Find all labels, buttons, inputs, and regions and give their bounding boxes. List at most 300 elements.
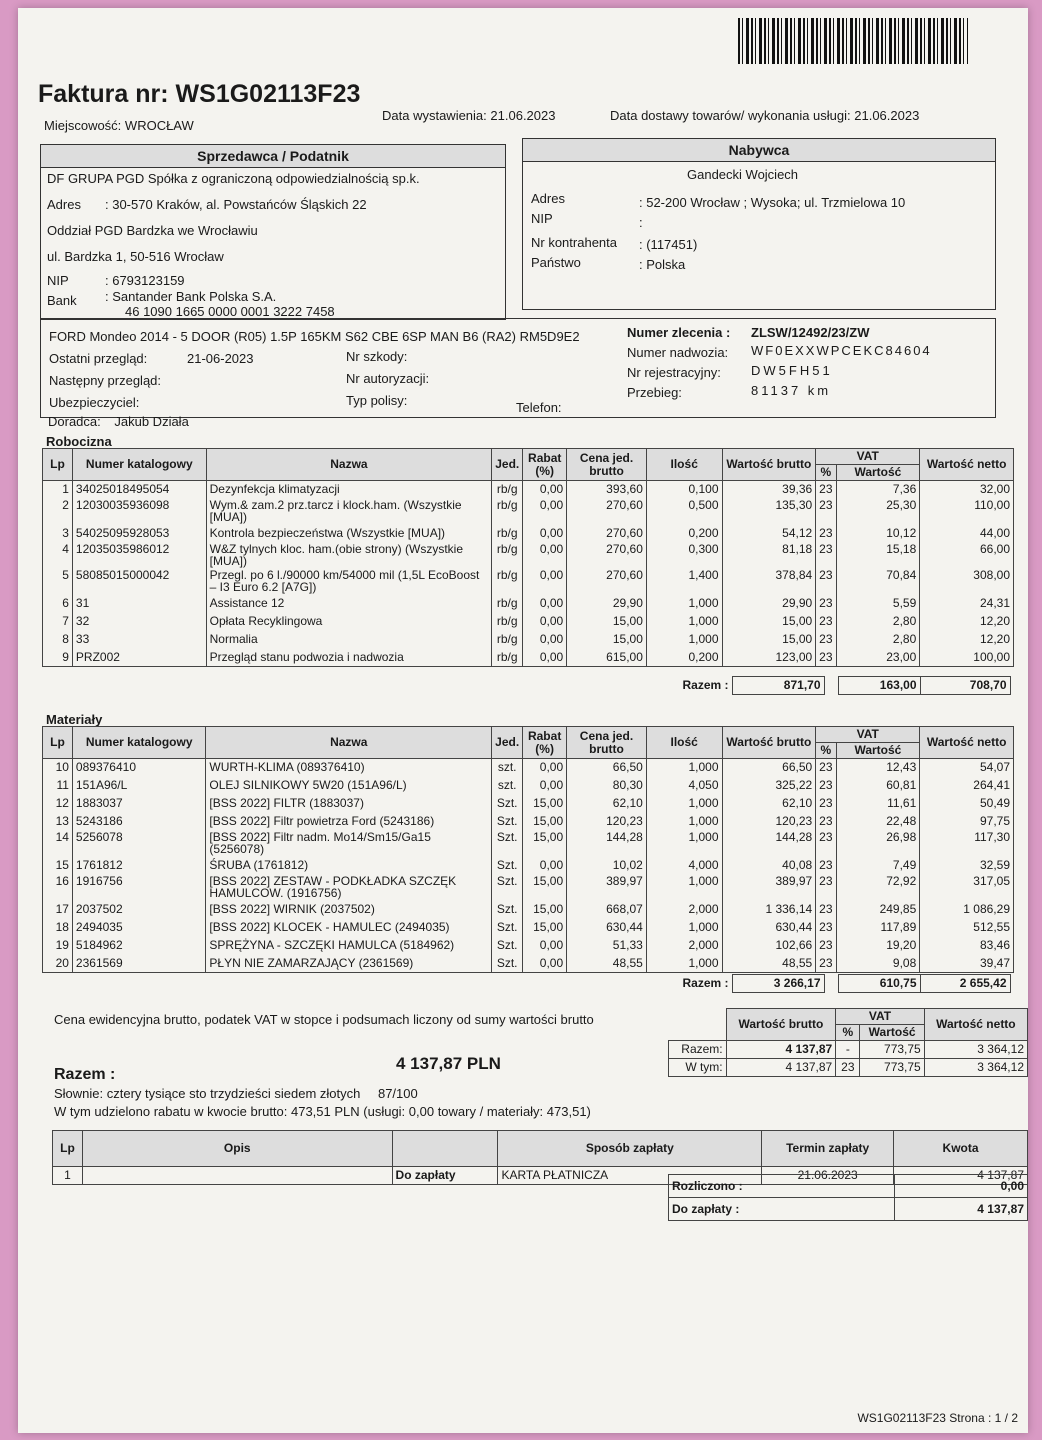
vin-label: Numer nadwozia: <box>627 345 729 360</box>
cell-gross: 389,97 <box>722 875 816 901</box>
pay-col-lp: Lp <box>53 1131 83 1167</box>
cell-vat-pct: 23 <box>816 613 836 631</box>
table-row <box>43 831 1014 857</box>
cell-unit: Szt. <box>492 919 523 937</box>
table-row <box>43 595 1014 613</box>
cell-discount: 0,00 <box>523 777 567 795</box>
cell-unit: rb/g <box>492 543 523 569</box>
cell-lp: 18 <box>43 919 73 937</box>
table-row <box>43 649 1014 667</box>
pay-lp: 1 <box>53 1167 83 1185</box>
pay-col-desc: Opis <box>82 1131 392 1167</box>
col-lp: Lp <box>43 727 73 759</box>
cell-qty: 1,400 <box>646 569 722 595</box>
delivery-date <box>610 108 919 123</box>
labor-sum <box>492 676 1011 695</box>
discount-note: W tym udzielono rabatu w kwocie brutto: 473,51 PLN (usługi: 0,00 towary / materiały: 473,51) <box>54 1104 591 1119</box>
city <box>44 118 194 133</box>
cell-name: Normalia <box>206 631 492 649</box>
cell-qty: 1,000 <box>646 813 722 831</box>
cell-qty: 0,500 <box>646 499 722 525</box>
buyer-nip: : <box>639 215 643 230</box>
cell-vat-pct: 23 <box>816 569 836 595</box>
cell-price: 270,60 <box>567 543 647 569</box>
to-pay-value: 4 137,87 <box>895 1198 1028 1221</box>
cell-price: 630,44 <box>567 919 647 937</box>
delivery-date-label: Data dostawy towarów/ wykonania usługi: <box>610 108 851 123</box>
cell-gross: 66,50 <box>722 759 816 777</box>
cell-price: 29,90 <box>567 595 647 613</box>
cell-catalog: 31 <box>72 595 206 613</box>
materials-sum-vat: 610,75 <box>838 975 920 993</box>
cell-price: 51,33 <box>567 937 647 955</box>
cell-vat-value: 2,80 <box>836 613 920 631</box>
cell-vat-pct: 23 <box>816 759 836 777</box>
cell-gross: 54,12 <box>722 525 816 543</box>
sum-r2-pct: 23 <box>836 1059 860 1077</box>
table-row <box>43 795 1014 813</box>
materials-sum-net: 2 655,42 <box>920 975 1010 993</box>
cell-price: 270,60 <box>567 569 647 595</box>
cell-lp: 2 <box>43 499 73 525</box>
cell-qty: 4,000 <box>646 857 722 875</box>
seller-addr-label: Adres <box>47 197 81 212</box>
pay-amount: 4 137,87 <box>894 1167 1028 1185</box>
cell-discount: 0,00 <box>523 631 567 649</box>
cell-discount: 0,00 <box>523 613 567 631</box>
cell-name: Wym.& zam.2 prz.tarcz i klock.ham. (Wszystkie [MUA]) <box>206 499 492 525</box>
vat-note: Cena ewidencyjna brutto, podatek VAT w stopce i podsumach liczony od sumy wartości brutto <box>54 1012 594 1027</box>
cell-lp: 11 <box>43 777 73 795</box>
buyer-addr: : 52-200 Wrocław ; Wysoka; ul. Trzmielowa 10 <box>639 195 906 210</box>
seller-box <box>40 144 506 320</box>
cell-gross: 123,00 <box>722 649 816 667</box>
table-row <box>43 759 1014 777</box>
vehicle-model: FORD Mondeo 2014 - 5 DOOR (R05) 1.5P 165KM S62 CBE 6SP MAN B6 (RA2) RM5D9E2 <box>49 329 580 344</box>
cell-lp: 9 <box>43 649 73 667</box>
buyer-country-label: Państwo <box>531 255 581 270</box>
cell-vat-value: 10,12 <box>836 525 920 543</box>
barcode <box>738 18 968 64</box>
policy-type-label: Typ polisy: <box>346 393 408 408</box>
cell-qty: 1,000 <box>646 595 722 613</box>
cell-vat-pct: 23 <box>816 631 836 649</box>
cell-vat-pct: 23 <box>816 595 836 613</box>
registration-label: Nr rejestracyjny: <box>627 365 721 380</box>
seller-account: 46 1090 1665 0000 0001 3222 7458 <box>125 304 335 319</box>
cell-unit: Szt. <box>492 831 523 857</box>
sum-col-gross: Wartość brutto <box>726 1009 836 1041</box>
seller-branch: Oddział PGD Bardzka we Wrocławiu <box>47 223 258 238</box>
cell-name: Kontrola bezpieczeństwa (Wszystkie [MUA]) <box>206 525 492 543</box>
cell-catalog: 32 <box>72 613 206 631</box>
issue-date-label: Data wystawienia: <box>382 108 487 123</box>
table-row <box>43 631 1014 649</box>
table-row <box>43 543 1014 569</box>
cell-discount: 0,00 <box>523 759 567 777</box>
cell-vat-value: 11,61 <box>836 795 920 813</box>
labor-sum-vat: 163,00 <box>838 677 920 695</box>
seller-addr: : 30-570 Kraków, al. Powstańców Śląskich 22 <box>105 197 367 212</box>
cell-qty: 4,050 <box>646 777 722 795</box>
col-gross: Wartość brutto <box>722 449 816 481</box>
table-row <box>43 481 1014 499</box>
last-inspection-value: 21-06-2023 <box>187 351 254 366</box>
issue-date-value: 21.06.2023 <box>490 108 556 123</box>
col-vat-value: Wartość <box>836 465 920 481</box>
cell-gross: 81,18 <box>722 543 816 569</box>
cell-qty: 1,000 <box>646 831 722 857</box>
pay-method: KARTA PŁATNICZA <box>498 1167 762 1185</box>
cell-gross: 29,90 <box>722 595 816 613</box>
cell-discount: 0,00 <box>523 857 567 875</box>
col-vat-pct: % <box>816 465 836 481</box>
labor-sum-net: 708,70 <box>920 677 1010 695</box>
cell-vat-value: 7,49 <box>836 857 920 875</box>
sum-r2-label: W tym: <box>669 1059 727 1077</box>
advisor-value: Jakub Działa <box>114 414 189 429</box>
cell-net: 32,00 <box>920 481 1014 499</box>
cell-lp: 12 <box>43 795 73 813</box>
materials-section-title: Materiały <box>46 712 103 727</box>
cell-net: 264,41 <box>920 777 1014 795</box>
seller-bank: : Santander Bank Polska S.A. <box>105 289 277 304</box>
buyer-name: Gandecki Wojciech <box>687 167 799 182</box>
mileage-label: Przebieg: <box>627 385 682 400</box>
cell-unit: rb/g <box>492 649 523 667</box>
cell-vat-pct: 23 <box>816 481 836 499</box>
cell-net: 317,05 <box>920 875 1014 901</box>
sum-r1-label: Razem: <box>669 1041 727 1059</box>
cell-catalog: 089376410 <box>72 759 206 777</box>
phone-label: Telefon: <box>516 400 562 415</box>
cell-discount: 0,00 <box>523 481 567 499</box>
cell-catalog: PRZ002 <box>72 649 206 667</box>
cell-name: [BSS 2022] KLOCEK - HAMULEC (2494035) <box>206 919 492 937</box>
cell-price: 15,00 <box>567 613 647 631</box>
cell-unit: szt. <box>492 759 523 777</box>
cell-gross: 15,00 <box>722 631 816 649</box>
cell-lp: 19 <box>43 937 73 955</box>
cell-gross: 15,00 <box>722 613 816 631</box>
cell-lp: 8 <box>43 631 73 649</box>
cell-discount: 0,00 <box>523 543 567 569</box>
next-inspection-label: Następny przegląd: <box>49 373 162 388</box>
cell-unit: rb/g <box>492 481 523 499</box>
cell-name: [BSS 2022] Filtr nadm. Mo14/Sm15/Ga15 (5256078) <box>206 831 492 857</box>
pay-term: 21.06.2023 <box>762 1167 894 1185</box>
cell-qty: 0,200 <box>646 649 722 667</box>
materials-sum <box>492 974 1011 993</box>
col-discount: Rabat (%) <box>523 727 567 759</box>
cell-net: 24,31 <box>920 595 1014 613</box>
insurer-label: Ubezpieczyciel: <box>49 395 140 410</box>
cell-catalog: 12030035936098 <box>72 499 206 525</box>
cell-name: [BSS 2022] ZESTAW - PODKŁADKA SZCZĘK HAMULCOW. (1916756) <box>206 875 492 901</box>
vin-value: WF0EXXWPCEKC84604 <box>751 343 932 358</box>
cell-name: [BSS 2022] FILTR (1883037) <box>206 795 492 813</box>
seller-name: DF GRUPA PGD Spółka z ograniczoną odpowiedzialnością sp.k. <box>47 171 420 186</box>
cell-name: SPRĘŻYNA - SZCZĘKI HAMULCA (5184962) <box>206 937 492 955</box>
labor-sum-gross: 871,70 <box>732 677 824 695</box>
cell-unit: Szt. <box>492 901 523 919</box>
cell-catalog: 5243186 <box>72 813 206 831</box>
invoice-page <box>18 8 1028 1433</box>
page-footer: WS1G02113F23 Strona : 1 / 2 <box>857 1411 1018 1425</box>
col-name: Nazwa <box>206 727 492 759</box>
buyer-contractor-label: Nr kontrahenta <box>531 235 617 250</box>
labor-rows <box>43 481 1014 667</box>
table-row <box>43 901 1014 919</box>
vat-summary-detail-row <box>669 1059 1028 1077</box>
cell-vat-value: 22,48 <box>836 813 920 831</box>
seller-nip-label: NIP <box>47 273 69 288</box>
materials-sum-gross: 3 266,17 <box>732 975 824 993</box>
table-row <box>43 569 1014 595</box>
invoice-title <box>38 80 360 109</box>
cell-qty: 0,300 <box>646 543 722 569</box>
cell-vat-pct: 23 <box>816 875 836 901</box>
cell-vat-pct: 23 <box>816 777 836 795</box>
cell-qty: 1,000 <box>646 955 722 973</box>
words-label: Słownie: <box>54 1086 104 1101</box>
cell-vat-value: 70,84 <box>836 569 920 595</box>
sum-col-net: Wartość netto <box>924 1009 1027 1041</box>
cell-lp: 3 <box>43 525 73 543</box>
invoice-number: WS1G02113F23 <box>175 80 361 108</box>
cell-vat-pct: 23 <box>816 649 836 667</box>
cell-gross: 325,22 <box>722 777 816 795</box>
materials-table <box>42 726 1014 973</box>
cell-catalog: 58085015000042 <box>72 569 206 595</box>
cell-catalog: 33 <box>72 631 206 649</box>
cell-vat-pct: 23 <box>816 919 836 937</box>
vat-summary-total-row <box>669 1041 1028 1059</box>
cell-vat-value: 60,81 <box>836 777 920 795</box>
cell-vat-value: 12,43 <box>836 759 920 777</box>
cell-lp: 15 <box>43 857 73 875</box>
sum-r1-net: 3 364,12 <box>924 1041 1027 1059</box>
cell-price: 393,60 <box>567 481 647 499</box>
cell-catalog: 1883037 <box>72 795 206 813</box>
cell-unit: Szt. <box>492 813 523 831</box>
cell-qty: 1,000 <box>646 919 722 937</box>
cell-net: 1 086,29 <box>920 901 1014 919</box>
cell-lp: 4 <box>43 543 73 569</box>
cell-net: 512,55 <box>920 919 1014 937</box>
materials-header-row <box>43 727 1014 743</box>
cell-lp: 10 <box>43 759 73 777</box>
cell-vat-value: 15,18 <box>836 543 920 569</box>
cell-vat-value: 5,59 <box>836 595 920 613</box>
cell-catalog: 151A96/L <box>72 777 206 795</box>
cell-net: 117,30 <box>920 831 1014 857</box>
cell-price: 270,60 <box>567 499 647 525</box>
cell-net: 54,07 <box>920 759 1014 777</box>
buyer-country: : Polska <box>639 257 686 272</box>
cell-vat-pct: 23 <box>816 857 836 875</box>
cell-qty: 1,000 <box>646 759 722 777</box>
cell-price: 144,28 <box>567 831 647 857</box>
cell-lp: 13 <box>43 813 73 831</box>
cell-vat-value: 25,30 <box>836 499 920 525</box>
cell-gross: 378,84 <box>722 569 816 595</box>
cell-lp: 1 <box>43 481 73 499</box>
advisor <box>48 414 189 429</box>
cell-vat-pct: 23 <box>816 937 836 955</box>
cell-net: 97,75 <box>920 813 1014 831</box>
order-value: ZLSW/12492/23/ZW <box>751 325 870 340</box>
cell-price: 120,23 <box>567 813 647 831</box>
col-catalog: Numer katalogowy <box>72 449 206 481</box>
buyer-box <box>522 138 996 310</box>
cell-net: 100,00 <box>920 649 1014 667</box>
cell-price: 80,30 <box>567 777 647 795</box>
cell-vat-value: 117,89 <box>836 919 920 937</box>
cell-catalog: 2361569 <box>72 955 206 973</box>
cell-vat-pct: 23 <box>816 901 836 919</box>
sum-r2-net: 3 364,12 <box>924 1059 1027 1077</box>
table-row <box>43 919 1014 937</box>
cell-discount: 15,00 <box>523 919 567 937</box>
words-fraction: 87/100 <box>377 1086 418 1101</box>
cell-net: 39,47 <box>920 955 1014 973</box>
cell-name: Przegląd stanu podwozia i nadwozia <box>206 649 492 667</box>
cell-unit: rb/g <box>492 595 523 613</box>
total-value: 4 137,87 PLN <box>396 1054 501 1073</box>
cell-price: 66,50 <box>567 759 647 777</box>
seller-branch-addr: ul. Bardzka 1, 50-516 Wrocław <box>47 249 224 264</box>
sum-col-pct: % <box>836 1025 860 1041</box>
table-row <box>43 955 1014 973</box>
cell-lp: 5 <box>43 569 73 595</box>
cell-unit: rb/g <box>492 613 523 631</box>
cell-vat-value: 72,92 <box>836 875 920 901</box>
cell-vat-pct: 23 <box>816 795 836 813</box>
cell-discount: 0,00 <box>523 649 567 667</box>
cell-vat-pct: 23 <box>816 955 836 973</box>
col-qty: Ilość <box>646 727 722 759</box>
cell-name: Przegl. po 6 l./90000 km/54000 mil (1,5L EcoBoost – I3 Euro 6.2 [A7G]) <box>206 569 492 595</box>
advisor-label: Doradca: <box>48 414 101 429</box>
cell-gross: 630,44 <box>722 919 816 937</box>
cell-lp: 17 <box>43 901 73 919</box>
cell-net: 308,00 <box>920 569 1014 595</box>
cell-net: 83,46 <box>920 937 1014 955</box>
cell-discount: 0,00 <box>523 569 567 595</box>
sum-r1-vat: 773,75 <box>860 1041 924 1059</box>
cell-qty: 2,000 <box>646 901 722 919</box>
pay-col-method: Sposób zapłaty <box>498 1131 762 1167</box>
col-gross: Wartość brutto <box>722 727 816 759</box>
cell-discount: 15,00 <box>523 901 567 919</box>
cell-qty: 1,000 <box>646 875 722 901</box>
settlement-table <box>668 1174 1028 1221</box>
col-qty: Ilość <box>646 449 722 481</box>
cell-vat-pct: 23 <box>816 813 836 831</box>
col-net: Wartość netto <box>920 727 1014 759</box>
col-lp: Lp <box>43 449 73 481</box>
cell-discount: 15,00 <box>523 831 567 857</box>
damage-no-label: Nr szkody: <box>346 349 408 364</box>
cell-net: 32,59 <box>920 857 1014 875</box>
cell-vat-value: 249,85 <box>836 901 920 919</box>
buyer-nip-label: NIP <box>531 211 553 226</box>
col-vat-value: Wartość <box>836 743 920 759</box>
cell-lp: 7 <box>43 613 73 631</box>
cell-vat-pct: 23 <box>816 831 836 857</box>
cell-net: 12,20 <box>920 631 1014 649</box>
cell-gross: 120,23 <box>722 813 816 831</box>
cell-catalog: 1916756 <box>72 875 206 901</box>
col-price: Cena jed. brutto <box>567 727 647 759</box>
cell-unit: Szt. <box>492 795 523 813</box>
table-row <box>43 499 1014 525</box>
cell-name: [BSS 2022] WIRNIK (2037502) <box>206 901 492 919</box>
col-vat: VAT <box>816 449 920 465</box>
invoice-title-label: Faktura nr: <box>38 80 169 108</box>
delivery-date-value: 21.06.2023 <box>854 108 920 123</box>
cell-unit: rb/g <box>492 525 523 543</box>
cell-catalog: 34025018495054 <box>72 481 206 499</box>
materials-sum-label: Razem : <box>682 975 729 990</box>
authorization-label: Nr autoryzacji: <box>346 371 430 386</box>
pay-col-term: Termin zapłaty <box>762 1131 894 1167</box>
cell-unit: Szt. <box>492 875 523 901</box>
cell-gross: 39,36 <box>722 481 816 499</box>
table-row <box>43 777 1014 795</box>
cell-name: Assistance 12 <box>206 595 492 613</box>
cell-net: 110,00 <box>920 499 1014 525</box>
buyer-addr-label: Adres <box>531 191 565 206</box>
settled-value: 0,00 <box>895 1175 1028 1198</box>
cell-name: W&Z tylnych kloc. ham.(obie strony) (Wszystkie [MUA]) <box>206 543 492 569</box>
mileage-value: 81137 km <box>751 383 832 398</box>
cell-vat-pct: 23 <box>816 543 836 569</box>
sum-r1-pct: - <box>836 1041 860 1059</box>
words-value: cztery tysiące sto trzydzieści siedem złotych <box>106 1086 361 1101</box>
seller-bank-label: Bank <box>47 293 77 308</box>
cell-lp: 6 <box>43 595 73 613</box>
cell-vat-value: 26,98 <box>836 831 920 857</box>
cell-qty: 0,100 <box>646 481 722 499</box>
cell-name: WURTH-KLIMA (089376410) <box>206 759 492 777</box>
col-catalog: Numer katalogowy <box>72 727 206 759</box>
cell-name: ŚRUBA (1761812) <box>206 857 492 875</box>
cell-vat-pct: 23 <box>816 499 836 525</box>
cell-price: 389,97 <box>567 875 647 901</box>
cell-discount: 0,00 <box>523 937 567 955</box>
pay-due-label: Do zapłaty <box>392 1167 498 1185</box>
cell-price: 15,00 <box>567 631 647 649</box>
cell-gross: 48,55 <box>722 955 816 973</box>
cell-unit: rb/g <box>492 631 523 649</box>
sum-col-vatval: Wartość <box>860 1025 924 1041</box>
cell-lp: 20 <box>43 955 73 973</box>
cell-vat-value: 23,00 <box>836 649 920 667</box>
table-row <box>43 857 1014 875</box>
cell-net: 44,00 <box>920 525 1014 543</box>
col-price: Cena jed. brutto <box>567 449 647 481</box>
cell-gross: 102,66 <box>722 937 816 955</box>
cell-unit: rb/g <box>492 569 523 595</box>
seller-nip: : 6793123159 <box>105 273 185 288</box>
table-row <box>43 525 1014 543</box>
cell-name: [BSS 2022] Filtr powietrza Ford (5243186) <box>206 813 492 831</box>
cell-unit: Szt. <box>492 955 523 973</box>
cell-discount: 15,00 <box>523 795 567 813</box>
cell-catalog: 2037502 <box>72 901 206 919</box>
